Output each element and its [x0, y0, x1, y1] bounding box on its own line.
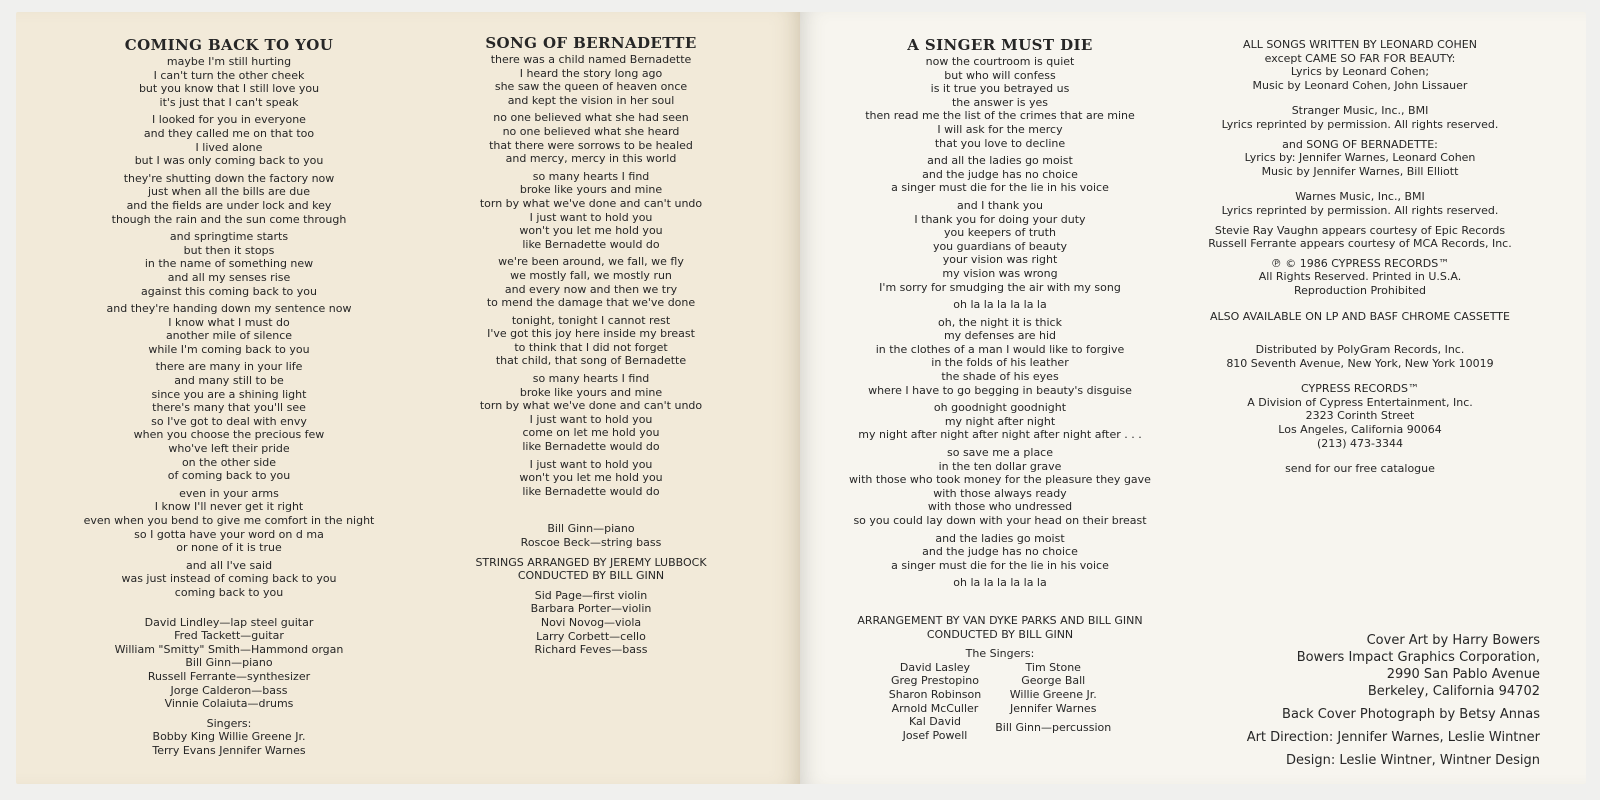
- design-credit: Design: Leslie Wintner, Wintner Design: [1285, 753, 1540, 768]
- lyric-line: broke like yours and mine: [519, 385, 663, 399]
- label-address-line: Los Angeles, California 90064: [1278, 423, 1442, 437]
- info-line: except CAME SO FAR FOR BEAUTY:: [1264, 51, 1456, 65]
- song-title: A SINGER MUST DIE: [907, 36, 1093, 54]
- singer-name: George Ball: [1021, 674, 1086, 688]
- lyric-line: another mile of silence: [165, 329, 293, 343]
- lyric-line: or none of it is true: [176, 541, 282, 555]
- musician-credit: Fred Tackett—guitar: [174, 629, 284, 643]
- lyric-line: on the other side: [181, 455, 277, 469]
- lyric-line: and the judge has no choice: [922, 167, 1078, 181]
- left-page: [16, 12, 800, 784]
- info-line: Warnes Music, Inc., BMI: [1295, 190, 1425, 204]
- lyric-line: so I've got to deal with envy: [151, 414, 307, 428]
- info-line: Lyrics by Leonard Cohen;: [1290, 65, 1430, 79]
- lyric-line: tonight, tonight I cannot rest: [511, 313, 671, 327]
- lyric-line: maybe I'm still hurting: [166, 55, 292, 68]
- lyric-line: and the judge has no choice: [922, 545, 1078, 559]
- lyric-line: with those who undressed: [927, 500, 1073, 514]
- lyric-stanza: [76, 55, 382, 109]
- singer-name: Arnold McCuller: [891, 701, 979, 715]
- lyric-line: just when all the bills are due: [147, 185, 311, 199]
- lyric-stanza: [830, 154, 1170, 195]
- lyric-line: and all the ladies go moist: [927, 154, 1073, 168]
- lyric-line: and they called me on that too: [143, 126, 315, 140]
- lyric-line: I know I'll never get it right: [154, 500, 304, 514]
- lyric-line: I'm sorry for smudging the air with my song: [879, 280, 1121, 294]
- lyric-stanza: [446, 255, 736, 309]
- lyric-line: who've left their pride: [168, 442, 290, 456]
- lyric-stanza: [830, 401, 1170, 442]
- lyric-line: even in your arms: [179, 486, 279, 500]
- booklet-spread: [16, 12, 1586, 784]
- musician-credit: Roscoe Beck—string bass: [520, 536, 662, 549]
- lyric-line: against this coming back to you: [141, 284, 317, 298]
- info-column: [1180, 38, 1540, 476]
- info-line: All Rights Reserved. Printed in U.S.A.: [1258, 270, 1462, 284]
- lyric-line: I can't turn the other cheek: [153, 68, 305, 82]
- lyric-line: the shade of his eyes: [941, 370, 1059, 384]
- info-line: Russell Ferrante appears courtesy of MCA Records, Inc.: [1208, 237, 1512, 251]
- singer-name: Sharon Robinson: [888, 687, 982, 701]
- info-line: Stevie Ray Vaughn appears courtesy of Epic Records: [1214, 223, 1506, 237]
- lyric-line: broke like yours and mine: [519, 183, 663, 197]
- lyric-stanza: [830, 298, 1170, 312]
- singer-name: Willie Greene Jr.: [1009, 687, 1097, 701]
- lyric-stanza: [76, 113, 382, 167]
- lyric-line: oh la la la la la la: [953, 576, 1047, 590]
- singer-credit: Bobby King Willie Greene Jr.: [152, 730, 306, 744]
- singer-must-die-column: [830, 36, 1170, 742]
- lyric-stanza: [76, 230, 382, 298]
- lyric-line: torn by what we've done and can't undo: [479, 196, 703, 210]
- lyric-line: I just want to hold you: [529, 412, 653, 426]
- lyric-line: come on let me hold you: [522, 426, 660, 440]
- also-available: ALSO AVAILABLE ON LP AND BASF CHROME CASSETTE: [1210, 309, 1510, 323]
- lyric-line: but who will confess: [944, 68, 1056, 82]
- label-address-line: A Division of Cypress Entertainment, Inc.: [1247, 395, 1473, 409]
- singer-credit: Terry Evans Jennifer Warnes: [152, 743, 306, 757]
- lyric-line: and every now and then we try: [504, 282, 678, 296]
- lyric-line: in the ten dollar grave: [938, 459, 1062, 473]
- lyric-line: like Bernadette would do: [522, 237, 660, 251]
- lyric-line: there was a child named Bernadette: [490, 53, 692, 66]
- musician-credit: David Lindley—lap steel guitar: [144, 615, 314, 629]
- lyric-line: we're been around, we fall, we fly: [498, 255, 684, 269]
- lyric-line: while I'm coming back to you: [148, 342, 310, 356]
- strings-credit: Novi Novog—viola: [540, 615, 642, 629]
- lyric-stanza: [76, 172, 382, 226]
- info-line: Reproduction Prohibited: [1293, 283, 1427, 297]
- song-title: SONG OF BERNADETTE: [485, 34, 697, 52]
- lyric-line: there's many that you'll see: [152, 401, 306, 415]
- cover-art-credit: Cover Art by Harry Bowers: [1366, 633, 1540, 648]
- lyric-line: to mend the damage that we've done: [486, 296, 696, 310]
- arrangement-heading: CONDUCTED BY BILL GINN: [926, 627, 1074, 641]
- lyric-line: but you know that I still love you: [138, 82, 320, 96]
- lyric-line: and all my senses rise: [167, 270, 291, 284]
- lyric-line: and kept the vision in her soul: [507, 93, 675, 107]
- lyric-line: my vision was wrong: [942, 266, 1058, 280]
- musician-credit: Vinnie Colaiuta—drums: [164, 697, 294, 711]
- lyric-line: so many hearts I find: [532, 372, 650, 386]
- label-address-line: CYPRESS RECORDS™: [1301, 382, 1419, 396]
- lyric-line: so I gotta have your word on d ma: [134, 527, 324, 541]
- art-direction-credit: Art Direction: Jennifer Warnes, Leslie Wintner: [1246, 730, 1540, 745]
- lyric-line: so many hearts I find: [532, 169, 650, 183]
- lyric-line: that child, that song of Bernadette: [495, 354, 687, 368]
- lyric-line: where I have to go begging in beauty's disguise: [868, 383, 1132, 397]
- singer-name: Tim Stone: [1025, 660, 1081, 674]
- lyric-stanza: [446, 111, 736, 165]
- art-credits: [1247, 632, 1540, 769]
- lyric-line: coming back to you: [174, 585, 284, 599]
- singer-name: Greg Prestopino: [890, 674, 980, 688]
- lyric-line: they're shutting down the factory now: [123, 171, 335, 185]
- lyric-line: it's just that I can't speak: [159, 95, 299, 109]
- strings-heading: STRINGS ARRANGED BY JEREMY LUBBOCK: [475, 555, 707, 569]
- lyric-line: though the rain and the sun come through: [111, 212, 347, 226]
- lyric-line: is it true you betrayed us: [930, 82, 1070, 96]
- strings-credit: Larry Corbett—cello: [536, 629, 646, 643]
- lyric-line: but then it stops: [183, 243, 275, 257]
- lyric-stanza: [830, 576, 1170, 590]
- lyric-line: and mercy, mercy in this world: [505, 152, 677, 166]
- lyric-stanza: [446, 372, 736, 454]
- back-cover-credit: Back Cover Photograph by Betsy Annas: [1282, 707, 1540, 722]
- distributor-line: 810 Seventh Avenue, New York, New York 10019: [1226, 356, 1494, 370]
- lyric-line: I know what I must do: [168, 315, 290, 329]
- singers-label: Singers:: [206, 716, 252, 730]
- lyric-line: my defenses are hid: [943, 329, 1057, 343]
- lyric-line: and they're handing down my sentence now: [106, 302, 352, 316]
- info-line: Lyrics by: Jennifer Warnes, Leonard Cohen: [1244, 151, 1476, 165]
- lyric-line: that you love to decline: [934, 136, 1066, 150]
- lyric-line: in the name of something new: [144, 257, 314, 271]
- lyric-line: like Bernadette would do: [522, 484, 660, 498]
- lyric-stanza: [76, 302, 382, 356]
- lyric-stanza: [76, 360, 382, 482]
- lyric-stanza: [830, 532, 1170, 573]
- arrangement-heading: ARRANGEMENT BY VAN DYKE PARKS AND BILL GINN: [857, 613, 1143, 627]
- lyric-line: the answer is yes: [951, 95, 1049, 109]
- lyric-line: like Bernadette would do: [522, 440, 660, 454]
- lyric-line: then read me the list of the crimes that are mine: [865, 109, 1135, 123]
- percussion-credit: Bill Ginn—percussion: [995, 721, 1112, 735]
- info-line: ALL SONGS WRITTEN BY LEONARD COHEN: [1243, 38, 1477, 51]
- lyric-line: oh, the night it is thick: [938, 315, 1062, 329]
- lyric-stanza: [830, 446, 1170, 528]
- lyric-stanza: [830, 55, 1170, 150]
- lyric-stanza: [76, 559, 382, 600]
- singers-grid: [830, 661, 1170, 743]
- lyric-line: I looked for you in everyone: [152, 113, 306, 127]
- strings-credit: Sid Page—first violin: [534, 588, 648, 602]
- lyric-line: there are many in your life: [155, 360, 303, 374]
- lyric-line: I thank you for doing your duty: [914, 212, 1086, 226]
- lyric-line: that there were sorrows to be healed: [489, 138, 693, 152]
- singer-name: David Lasley: [899, 660, 971, 674]
- lyric-line: of coming back to you: [167, 469, 291, 483]
- cover-art-credit: 2990 San Pablo Avenue: [1386, 667, 1540, 682]
- lyric-line: you guardians of beauty: [932, 239, 1068, 253]
- musician-credit: Jorge Calderon—bass: [170, 683, 288, 697]
- lyric-stanza: [446, 170, 736, 252]
- musician-credit: William "Smitty" Smith—Hammond organ: [114, 642, 344, 656]
- info-line: Lyrics reprinted by permission. All rights reserved.: [1221, 203, 1499, 217]
- lyric-line: in the clothes of a man I would like to forgive: [875, 342, 1125, 356]
- lyric-line: oh goodnight goodnight: [933, 401, 1067, 415]
- lyric-line: but I was only coming back to you: [134, 154, 324, 168]
- lyric-stanza: [830, 316, 1170, 398]
- lyric-line: your vision was right: [942, 253, 1058, 267]
- musician-credit: Bill Ginn—piano: [185, 656, 273, 670]
- lyric-line: so you could lay down with your head on their breast: [853, 514, 1147, 527]
- lyric-stanza: [830, 199, 1170, 294]
- lyric-stanza: [446, 314, 736, 368]
- lyric-line: even when you bend to give me comfort in the night: [83, 514, 375, 527]
- lyric-line: won't you let me hold you: [519, 471, 663, 485]
- lyric-line: my night after night after night after night after . . .: [858, 428, 1142, 442]
- lyric-line: she saw the queen of heaven once: [494, 80, 688, 94]
- lyric-line: and many still to be: [174, 374, 284, 388]
- info-line: Stranger Music, Inc., BMI: [1291, 104, 1429, 118]
- musician-credit: Russell Ferrante—synthesizer: [147, 669, 311, 683]
- singer-name: Jennifer Warnes: [1010, 701, 1097, 715]
- info-line: and SONG OF BERNADETTE:: [1282, 137, 1438, 151]
- lyric-stanza: [76, 487, 382, 555]
- lyric-line: so save me a place: [946, 446, 1053, 460]
- lyric-line: I will ask for the mercy: [937, 122, 1063, 136]
- lyric-stanza: [446, 53, 736, 107]
- strings-credit: Richard Feves—bass: [534, 643, 648, 657]
- lyric-line: and I thank you: [956, 198, 1043, 212]
- lyric-line: oh la la la la la la: [953, 298, 1047, 312]
- lyric-line: was just instead of coming back to you: [121, 572, 337, 586]
- lyric-line: I just want to hold you: [529, 210, 653, 224]
- singer-name: Kal David: [908, 715, 962, 729]
- info-line: Lyrics reprinted by permission. All rights reserved.: [1221, 117, 1499, 131]
- lyric-line: my night after night: [944, 414, 1056, 428]
- lyric-line: we mostly fall, we mostly run: [510, 268, 672, 282]
- coming-back-column: [76, 36, 382, 758]
- lyric-line: I lived alone: [195, 140, 263, 154]
- lyric-line: and the ladies go moist: [935, 531, 1065, 545]
- lyric-line: when you choose the precious few: [133, 428, 325, 442]
- right-page: [800, 12, 1586, 784]
- info-line: Music by Jennifer Warnes, Bill Elliott: [1261, 164, 1459, 178]
- lyric-line: and springtime starts: [169, 230, 289, 244]
- lyric-line: with those who took money for the pleasure they gave: [849, 473, 1151, 487]
- lyric-line: you keepers of truth: [944, 226, 1056, 240]
- singers-label: The Singers:: [965, 647, 1035, 661]
- bernadette-column: [446, 34, 736, 657]
- lyric-line: no one believed what she had seen: [493, 111, 689, 125]
- lyric-line: I've got this joy here inside my breast: [487, 327, 695, 341]
- lyric-line: and all I've said: [185, 558, 273, 572]
- info-line: ℗ © 1986 CYPRESS RECORDS™: [1270, 256, 1450, 270]
- lyric-line: torn by what we've done and can't undo: [479, 399, 703, 413]
- strings-credit: Barbara Porter—violin: [530, 602, 652, 616]
- musician-credit: Bill Ginn—piano: [547, 522, 635, 536]
- cover-art-credit: Bowers Impact Graphics Corporation,: [1296, 650, 1540, 665]
- singer-name: Josef Powell: [902, 728, 968, 742]
- lyric-line: no one believed what she heard: [502, 124, 680, 138]
- lyric-line: to think that I did not forget: [514, 340, 668, 354]
- lyric-line: in the folds of his leather: [931, 356, 1069, 370]
- lyric-line: a singer must die for the lie in his voice: [891, 181, 1109, 195]
- label-address-line: (213) 473-3344: [1316, 436, 1404, 450]
- lyric-line: with those always ready: [933, 486, 1067, 500]
- catalogue-note: send for our free catalogue: [1285, 462, 1435, 476]
- lyric-line: since you are a shining light: [151, 387, 307, 401]
- label-address-line: 2323 Corinth Street: [1305, 409, 1415, 423]
- strings-heading: CONDUCTED BY BILL GINN: [517, 569, 665, 583]
- lyric-line: I just want to hold you: [529, 457, 653, 471]
- info-line: Music by Leonard Cohen, John Lissauer: [1252, 78, 1468, 92]
- lyric-line: and the fields are under lock and key: [126, 198, 332, 212]
- lyric-line: a singer must die for the lie in his voice: [891, 558, 1109, 572]
- cover-art-credit: Berkeley, California 94702: [1367, 684, 1540, 699]
- lyric-line: now the courtroom is quiet: [925, 55, 1075, 68]
- lyric-line: won't you let me hold you: [519, 224, 663, 238]
- song-title: COMING BACK TO YOU: [124, 36, 334, 54]
- lyric-line: I heard the story long ago: [519, 66, 663, 80]
- lyric-stanza: [446, 458, 736, 499]
- distributor-line: Distributed by PolyGram Records, Inc.: [1255, 343, 1465, 357]
